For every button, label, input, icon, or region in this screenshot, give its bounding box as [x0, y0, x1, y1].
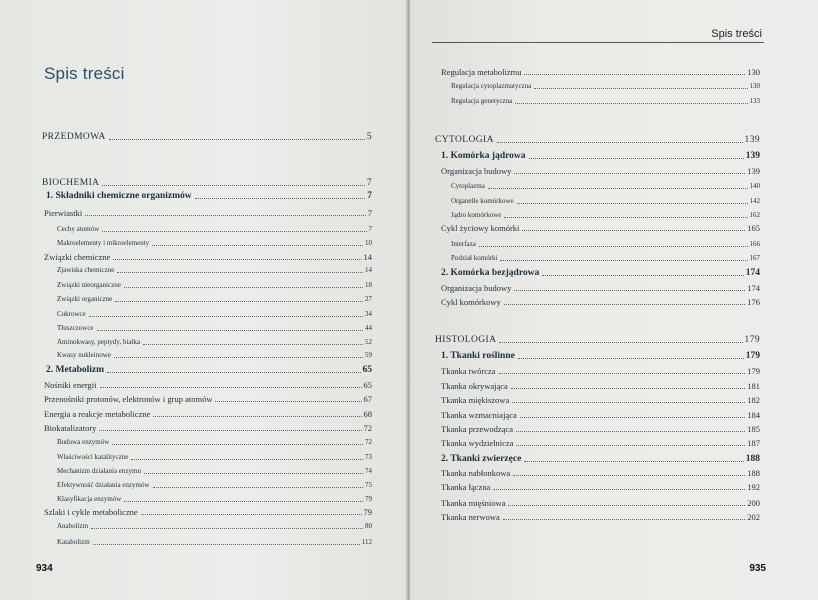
- toc-entry-page: 65: [363, 380, 372, 390]
- toc-leader-dots: [542, 275, 744, 276]
- toc-entry-page: 142: [749, 197, 760, 205]
- toc-leader-dots: [215, 401, 361, 402]
- toc-entry-page: 165: [747, 223, 760, 233]
- toc-entry-page: 179: [744, 335, 760, 345]
- toc-entry: [57, 322, 372, 334]
- toc-entry: [57, 451, 372, 463]
- toc-entry-title: Interfaza: [451, 240, 476, 248]
- toc-entry: [57, 493, 372, 505]
- toc-entry: [57, 349, 372, 361]
- toc-entry: [441, 296, 760, 308]
- toc-entry-page: 59: [365, 351, 372, 359]
- toc-leader-dots: [100, 387, 362, 388]
- toc-leader-dots: [152, 245, 363, 246]
- toc-leader-dots: [114, 357, 363, 358]
- toc-entry-title: Nośniki energii: [44, 380, 97, 390]
- toc-entry-title: Tkanka nabłonkowa: [441, 468, 511, 478]
- toc-leader-dots: [513, 475, 745, 476]
- toc-entry: [451, 195, 760, 207]
- toc-entry-title: Efektywność działania enzymów: [57, 481, 150, 489]
- toc-entry-title: Związki chemiczne: [44, 252, 111, 262]
- toc-entry: [451, 252, 760, 264]
- toc-entry-title: Organelle komórkowe: [451, 197, 514, 205]
- toc-entry-page: 65: [362, 365, 372, 375]
- toc-leader-dots: [91, 528, 363, 529]
- toc-entry: [57, 237, 372, 249]
- toc-entry-page: 200: [747, 498, 760, 508]
- toc-leader-dots: [508, 505, 745, 506]
- toc-leader-dots: [512, 402, 745, 403]
- toc-leader-dots: [195, 198, 366, 199]
- toc-entry-title: 2. Tkanki zwierzęce: [441, 454, 522, 464]
- toc-leader-dots: [85, 215, 366, 216]
- toc-entry: [42, 177, 372, 189]
- toc-leader-dots: [504, 304, 746, 305]
- toc-entry: [44, 422, 372, 434]
- toc-entry-title: Związki organiczne: [57, 295, 113, 303]
- toc-entry-title: Związki nieorganiczne: [57, 281, 121, 289]
- toc-entry-page: 179: [745, 351, 760, 361]
- toc-entry: [57, 279, 372, 291]
- toc-entry-title: Pierwiastki: [44, 208, 83, 218]
- toc-entry: [451, 209, 760, 221]
- toc-entry-title: Cykl komórkowy: [441, 297, 501, 307]
- toc-entry-page: 7: [368, 225, 372, 233]
- toc-entry: [57, 293, 372, 305]
- toc-entry-title: Zjawiska chemiczne: [57, 266, 115, 274]
- toc-leader-dots: [143, 344, 363, 345]
- toc-entry: [435, 134, 760, 146]
- toc-entry-title: Cukrowce: [57, 310, 86, 318]
- toc-entry-page: 5: [366, 132, 372, 142]
- toc-entry-title: Cykl życiowy komórki: [441, 223, 520, 233]
- toc-leader-dots: [499, 373, 746, 374]
- toc-entry-title: Mechanizm działania enzymu: [57, 467, 141, 475]
- toc-entry-title: Tkanka przewodząca: [441, 424, 513, 434]
- toc-entry-title: 1. Tkanki roślinne: [441, 351, 515, 361]
- toc-entry-title: Tkanka twórcza: [441, 366, 496, 376]
- toc-leader-dots: [115, 301, 363, 302]
- toc-entry: [441, 165, 760, 177]
- toc-entry: [441, 467, 760, 479]
- toc-entry-page: 166: [749, 240, 760, 248]
- toc-entry: [46, 364, 372, 376]
- toc-entry: [57, 520, 372, 532]
- toc-entry-page: 188: [747, 468, 760, 478]
- toc-leader-dots: [99, 430, 361, 431]
- toc-leader-dots: [153, 416, 361, 417]
- toc-entry-title: Organizacja budowy: [441, 166, 512, 176]
- toc-entry: [57, 465, 372, 477]
- toc-entry-title: Tkanka okrywająca: [441, 381, 508, 391]
- left-page: [0, 0, 408, 600]
- page-number-left: 934: [36, 563, 53, 574]
- page-number-right: 935: [749, 563, 766, 574]
- toc-entry-page: 176: [747, 297, 760, 307]
- toc-entry-page: 75: [365, 481, 372, 489]
- toc-entry: [441, 437, 760, 449]
- toc-leader-dots: [534, 88, 747, 89]
- toc-entry-page: 192: [747, 482, 760, 492]
- toc-entry: [44, 408, 372, 420]
- toc-entry: [441, 282, 760, 294]
- toc-leader-dots: [524, 74, 745, 75]
- toc-leader-dots: [97, 330, 363, 331]
- toc-entry: [441, 365, 760, 377]
- toc-entry: [57, 536, 372, 548]
- toc-entry-title: Organizacja budowy: [441, 283, 512, 293]
- toc-entry-title: Cytoplazma: [451, 182, 485, 190]
- toc-entry: [435, 334, 760, 346]
- toc-leader-dots: [504, 217, 747, 218]
- toc-entry-page: 52: [365, 338, 372, 346]
- toc-entry-page: 7: [366, 178, 372, 188]
- toc-entry-title: Tkanka wydzielnicza: [441, 438, 514, 448]
- toc-entry-title: Jądro komórkowe: [451, 211, 502, 219]
- header-rule: [432, 42, 764, 43]
- toc-entry-title: Regulacja metabolizmu: [441, 67, 522, 77]
- toc-entry: [44, 393, 372, 405]
- toc-leader-dots: [500, 260, 747, 261]
- toc-entry-page: 139: [744, 135, 760, 145]
- toc-entry-page: 133: [749, 97, 760, 105]
- toc-leader-dots: [479, 246, 748, 247]
- toc-entry-page: 179: [747, 366, 760, 376]
- toc-entry: [441, 66, 760, 78]
- toc-entry: [451, 80, 760, 92]
- toc-entry: [44, 379, 372, 391]
- toc-leader-dots: [516, 445, 745, 446]
- toc-entry-page: 18: [365, 281, 372, 289]
- toc-entry: [44, 506, 372, 518]
- toc-entry-title: Tkanka mięśniowa: [441, 498, 506, 508]
- toc-entry-title: Tkanka wzmacniająca: [441, 410, 517, 420]
- toc-entry-title: Energia a reakcje metaboliczne: [44, 409, 151, 419]
- toc-entry: [44, 251, 372, 263]
- toc-entry-page: 27: [365, 295, 372, 303]
- toc-entry-page: 68: [363, 409, 372, 419]
- toc-entry-page: 79: [363, 507, 372, 517]
- toc-entry: [441, 511, 760, 523]
- toc-entry: [451, 238, 760, 250]
- toc-entry-page: 139: [747, 166, 760, 176]
- toc-entry-title: Aminokwasy, peptydy, białka: [57, 338, 141, 346]
- toc-entry: [441, 423, 760, 435]
- toc-entry: [57, 336, 372, 348]
- toc-entry-page: 74: [365, 467, 372, 475]
- toc-leader-dots: [488, 188, 748, 189]
- page-title: Spis treści: [44, 64, 125, 83]
- toc-entry: [441, 481, 760, 493]
- toc-entry-page: 14: [363, 252, 372, 262]
- toc-entry-title: Przenośniki protonów, elektronów i grup atomów: [44, 394, 213, 404]
- toc-entry: [44, 207, 372, 219]
- toc-leader-dots: [131, 459, 363, 460]
- toc-entry-title: HISTOLOGIA: [435, 335, 497, 345]
- toc-entry-page: 112: [361, 538, 372, 546]
- toc-entry-title: Tkanka łączna: [441, 482, 491, 492]
- toc-entry: [57, 223, 372, 235]
- toc-entry: [441, 350, 760, 362]
- toc-entry: [451, 95, 760, 107]
- toc-entry-page: 7: [367, 191, 372, 201]
- toc-leader-dots: [493, 489, 745, 490]
- toc-leader-dots: [153, 487, 363, 488]
- toc-entry: [441, 380, 760, 392]
- toc-leader-dots: [511, 388, 745, 389]
- toc-entry-title: Biokatalizatory: [44, 423, 97, 433]
- toc-entry: [57, 308, 372, 320]
- toc-leader-dots: [124, 287, 363, 288]
- running-head: Spis treści: [711, 28, 762, 40]
- toc-leader-dots: [517, 203, 748, 204]
- toc-entry-page: 181: [747, 381, 760, 391]
- toc-leader-dots: [499, 342, 742, 343]
- toc-entry: [441, 409, 760, 421]
- toc-entry-page: 14: [365, 266, 372, 274]
- toc-leader-dots: [117, 272, 363, 273]
- toc-leader-dots: [112, 444, 363, 445]
- toc-leader-dots: [522, 230, 745, 231]
- toc-entry: [57, 264, 372, 276]
- toc-entry-title: Budowa enzymów: [57, 438, 110, 446]
- toc-entry-page: 130: [749, 82, 760, 90]
- toc-entry: [441, 497, 760, 509]
- toc-leader-dots: [516, 431, 745, 432]
- toc-entry-page: 73: [365, 453, 372, 461]
- right-page: [410, 0, 818, 600]
- toc-leader-dots: [93, 544, 360, 545]
- toc-entry-page: 174: [747, 283, 760, 293]
- toc-entry-title: Właściwości katalityczne: [57, 453, 129, 461]
- toc-entry: [441, 222, 760, 234]
- toc-entry-page: 188: [745, 454, 760, 464]
- toc-entry: [451, 180, 760, 192]
- toc-entry-title: 1. Składniki chemiczne organizmów: [46, 191, 192, 201]
- toc-entry-page: 72: [365, 438, 372, 446]
- toc-entry-page: 167: [749, 254, 760, 262]
- toc-leader-dots: [524, 461, 743, 462]
- toc-entry-title: Tkanka nerwowa: [441, 512, 500, 522]
- toc-entry-title: 1. Komórka jądrowa: [441, 151, 526, 161]
- toc-leader-dots: [113, 259, 361, 260]
- toc-entry-page: 139: [745, 151, 760, 161]
- toc-entry-title: Kwasy nukleinowe: [57, 351, 111, 359]
- toc-entry-page: 44: [365, 324, 372, 332]
- toc-entry: [42, 131, 372, 143]
- toc-leader-dots: [124, 501, 363, 502]
- toc-leader-dots: [141, 514, 362, 515]
- toc-leader-dots: [529, 158, 744, 159]
- toc-entry-page: 202: [747, 512, 760, 522]
- toc-entry-title: Szlaki i cykle metaboliczne: [44, 507, 138, 517]
- toc-entry-title: Regulacja cytoplazmatyczna: [451, 82, 532, 90]
- toc-entry: [441, 453, 760, 465]
- toc-entry-page: 80: [365, 522, 372, 530]
- toc-entry-page: 184: [747, 410, 760, 420]
- toc-entry-page: 140: [749, 182, 760, 190]
- toc-leader-dots: [503, 519, 745, 520]
- toc-entry-page: 182: [747, 395, 760, 405]
- toc-leader-dots: [515, 103, 747, 104]
- toc-entry-title: Tkanka miękiszowa: [441, 395, 510, 405]
- toc-entry: [441, 267, 760, 279]
- toc-entry-page: 162: [749, 211, 760, 219]
- toc-entry-title: Podział komórki: [451, 254, 498, 262]
- toc-leader-dots: [518, 358, 744, 359]
- toc-entry-page: 72: [363, 423, 372, 433]
- toc-entry-title: Anabolizm: [57, 522, 89, 530]
- toc-entry-title: Katabolizm: [57, 538, 90, 546]
- toc-entry-title: CYTOLOGIA: [435, 135, 494, 145]
- toc-entry-title: 2. Metabolizm: [46, 365, 105, 375]
- toc-leader-dots: [102, 231, 366, 232]
- toc-entry-title: BIOCHEMIA: [42, 178, 100, 188]
- toc-leader-dots: [89, 316, 363, 317]
- toc-leader-dots: [497, 142, 743, 143]
- toc-entry: [441, 150, 760, 162]
- toc-leader-dots: [520, 417, 746, 418]
- toc-leader-dots: [514, 173, 745, 174]
- toc-leader-dots: [107, 372, 360, 373]
- toc-entry-page: 174: [745, 268, 760, 278]
- toc-entry: [441, 394, 760, 406]
- toc-entry-title: Cechy atomów: [57, 225, 100, 233]
- toc-entry-page: 10: [365, 239, 372, 247]
- toc-entry-title: 2. Komórka bezjądrowa: [441, 268, 540, 278]
- toc-entry: [57, 479, 372, 491]
- toc-entry-title: Tłuszczowce: [57, 324, 94, 332]
- toc-leader-dots: [109, 139, 365, 140]
- toc-entry-title: Klasyfikacja enzymów: [57, 495, 122, 503]
- toc-entry-page: 67: [363, 394, 372, 404]
- toc-entry-page: 185: [747, 424, 760, 434]
- toc-entry-title: Makroelementy i mikroelementy: [57, 239, 150, 247]
- toc-entry-page: 7: [367, 208, 372, 218]
- toc-leader-dots: [514, 290, 745, 291]
- toc-leader-dots: [144, 473, 363, 474]
- toc-entry: [46, 190, 372, 202]
- toc-entry: [57, 436, 372, 448]
- toc-entry-page: 34: [365, 310, 372, 318]
- toc-entry-page: 187: [747, 438, 760, 448]
- toc-entry-title: PRZEDMOWA: [42, 132, 106, 142]
- toc-entry-page: 130: [747, 67, 760, 77]
- toc-entry-title: Regulacja genetyczna: [451, 97, 513, 105]
- toc-leader-dots: [102, 185, 364, 186]
- toc-entry-page: 79: [365, 495, 372, 503]
